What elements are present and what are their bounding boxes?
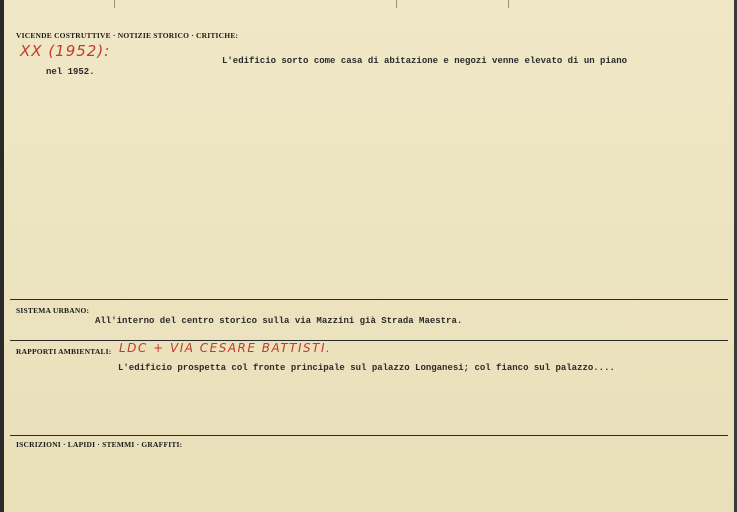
sistema-urbano-text: All'interno del centro storico sulla via Mazzini già Strada Maestra.	[95, 316, 463, 326]
card-left-edge	[0, 0, 4, 512]
section-divider	[10, 340, 728, 341]
section-divider	[10, 435, 728, 436]
rapporti-ambientali-text: L'edificio prospetta col fronte principale sul palazzo Longanesi; col fianco sul palazzo....	[118, 363, 615, 373]
vicende-text-line2: nel 1952.	[46, 67, 95, 77]
top-tick-mark	[508, 0, 509, 8]
vicende-text-line1: L'edificio sorto come casa di abitazione e negozi venne elevato di un piano	[222, 56, 628, 66]
iscrizioni-label: ISCRIZIONI · LAPIDI · STEMMI · GRAFFITI:	[16, 440, 183, 449]
sistema-urbano-label: SISTEMA URBANO:	[16, 306, 90, 315]
top-tick-mark	[114, 0, 115, 8]
rapporti-ambientali-label: RAPPORTI AMBIENTALI:	[16, 347, 112, 356]
vicende-section-label: VICENDE COSTRUTTIVE · NOTIZIE STORICO · CRITICHE:	[16, 31, 239, 40]
top-tick-mark	[396, 0, 397, 8]
vicende-handwritten-note: XX (1952):	[20, 42, 111, 60]
rapporti-handwritten-note: LDC + VIA CESARE BATTISTI.	[119, 341, 332, 355]
section-divider	[10, 299, 728, 300]
